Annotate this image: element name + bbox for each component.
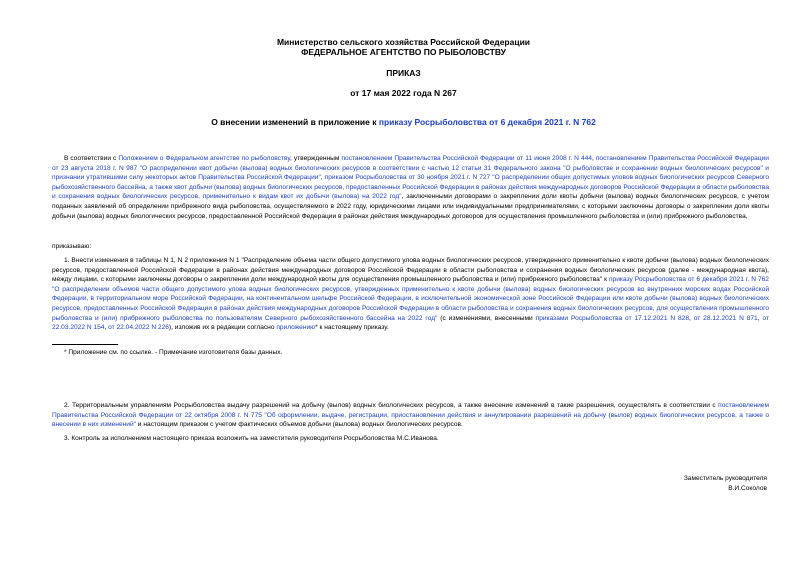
title-link[interactable]: приказу Росрыболовства от 6 декабря 2021 г. N 762 [378, 117, 596, 127]
item1-text-6: ), изложив их в редакции согласно [168, 324, 277, 332]
item1-text-3: , [689, 314, 694, 322]
preamble-text-1: В соответствии с [64, 155, 119, 162]
preamble-text-5: , заключенными договорами о закреплении доли квоты добычи (вылова) водных биологических ресурсов, с учетом поданных заявлений об определении прибрежного вида рыболовства, осуществляемого в 2022 году, юридическими лицами или индивидуальными предпринимателями, с которыми заключены договоры о закреплении доли квоты добычи (вылова) водных биологических ресурсов, предоставленной Российской Федерации в районах действия международных договоров для осуществления промышленного рыболовства и (или) прибрежного рыболовства, [52, 193, 769, 220]
item-2 [52, 401, 769, 430]
order-word: приказываю: [52, 243, 92, 250]
item1-text-5: , [104, 324, 109, 332]
signature-position: Заместитель руководителя [683, 475, 767, 482]
item1-text-1: 1. Внести изменения в таблицы N 1, N 2 приложения N 1 "Распределение объема части общего допустимого улова водных биологических ресурсов, утвержденного применительно к квоте добычи (вылова) водных биологических ресурсов, предоставленной Российской Федерации в районах действия международных договоров Российской Федерации в области рыболовства и сохранения водных биологических ресурсов (далее - международная квота), между лицами, с которыми заключены договоры о закреплении доли международной квоты для осуществления промышленного рыболовства и (или) прибрежного рыболовства" к [52, 257, 769, 284]
preamble [52, 154, 769, 221]
link-order-828[interactable]: приказами Росрыболовства от 17.12.2021 N 828 [535, 314, 690, 322]
signature-name: В.И.Соколов [728, 485, 767, 492]
item1-text-7: * к настоящему приказу. [315, 324, 389, 332]
link-order-154[interactable]: от 22.03.2022 N 154 [52, 314, 769, 332]
link-order-226[interactable]: от 22.04.2022 N 226 [108, 324, 169, 332]
item1-text-4: , [757, 314, 763, 322]
item2-text-1: 2. Территориальным управлениям Росрыболовства выдачу разрешений на добычу (вылов) водных биологических ресурсов, а также внесение изменений в такие разрешения, осуществлять в соответствии с [64, 402, 719, 409]
preamble-text-3: , [591, 155, 596, 162]
item2-text-2: и настоящим приказом с учетом фактических объемов добычи (вылова) водных биологических ресурсов. [135, 421, 463, 429]
preamble-text-4: , [320, 174, 325, 182]
link-resolution-987[interactable]: постановлением Правительства Российской Федерации от 23 августа 2018 г. N 987 "О распределении квот добычи (вылова) водных биологических ресурсов в соответствии с частью 12 статьи 31 Федерального закона "О рыболовстве и сохранении водных биологических ресурсов" и признании утратившими силу некоторых актов Правительства Российской Федерации" [52, 155, 769, 182]
link-resolution-444[interactable]: постановлением Правительства Российской Федерации от 11 июня 2008 г. N 444 [341, 155, 592, 162]
link-order-871[interactable]: от 28.12.2021 N 871 [693, 314, 758, 322]
item1-text-2: (с изменениями, внесенными [437, 314, 536, 322]
item-3: 3. Контроль за исполнением настоящего приказа возложить на заместителя руководителя Росрыболовства М.С.Иванова. [64, 435, 439, 442]
title-text: О внесении изменений в приложение к [211, 117, 379, 127]
link-order-762[interactable]: приказу Росрыболовства от 6 декабря 2021 г. N 762 "О распределении объемов части общего допустимого улова водных биологических ресурсов, утвержденных применительно к квоте добычи (вылова) водных биологических ресурсов во внутренних морских водах Российской Федерации, в территориальном море Российской Федерации, на континентальном шельфе Российской Федерации, в исключительной экономической зоне Российской Федерации или квоте добычи (вылова) водных биологических ресурсов, предоставленных Российской Федерации в районах действия международных договоров Российской Федерации в области рыболовства и сохранения водных биологических ресурсов, для осуществления промышленного рыболовства и (или) прибрежного рыболовства по пользователям Северного рыбохозяйственного бассейна на 2022 год" [52, 276, 769, 322]
footnote-divider [52, 344, 118, 345]
document-date: от 17 мая 2022 года N 267 [350, 88, 457, 98]
item-1 [52, 256, 769, 333]
link-order-727[interactable]: приказом Росрыболовства от 30 ноября 2021 г. N 727 "О распределении общих допустимых уловов водных биологических ресурсов Северного рыбохозяйственного бассейна, а также квот добычи (вылова) водных биологических ресурсов, предоставленных Российской Федерации в районах действия международных договоров Российской Федерации в области рыболовства и сохранения водных биологических ресурсов, применительно к видам квот их добычи (вылова) на 2022 год" [52, 174, 769, 201]
link-agency-regulation[interactable]: Положением о Федеральном агентстве по рыболовству [118, 155, 290, 162]
preamble-text-2: , утвержденным [289, 155, 342, 162]
document-title [0, 117, 807, 127]
ministry-name: Министерство сельского хозяйства Российской Федерации [276, 37, 531, 47]
document-type: ПРИКАЗ [386, 68, 421, 78]
footnote: * Приложение см. по ссылке. - Примечание изготовителя базы данных. [64, 349, 283, 356]
link-appendix[interactable]: приложению [276, 324, 316, 332]
agency-name: ФЕДЕРАЛЬНОЕ АГЕНТСТВО ПО РЫБОЛОВСТВУ [301, 47, 506, 57]
link-resolution-775[interactable]: постановлением Правительства Российской Федерации от 22 октября 2008 г. N 775 "Об оформлении, выдаче, регистрации, приостановлении действия и аннулировании разрешений на добычу (вылов) водных биологических ресурсов, а также о внесении в них изменений" [52, 402, 769, 429]
